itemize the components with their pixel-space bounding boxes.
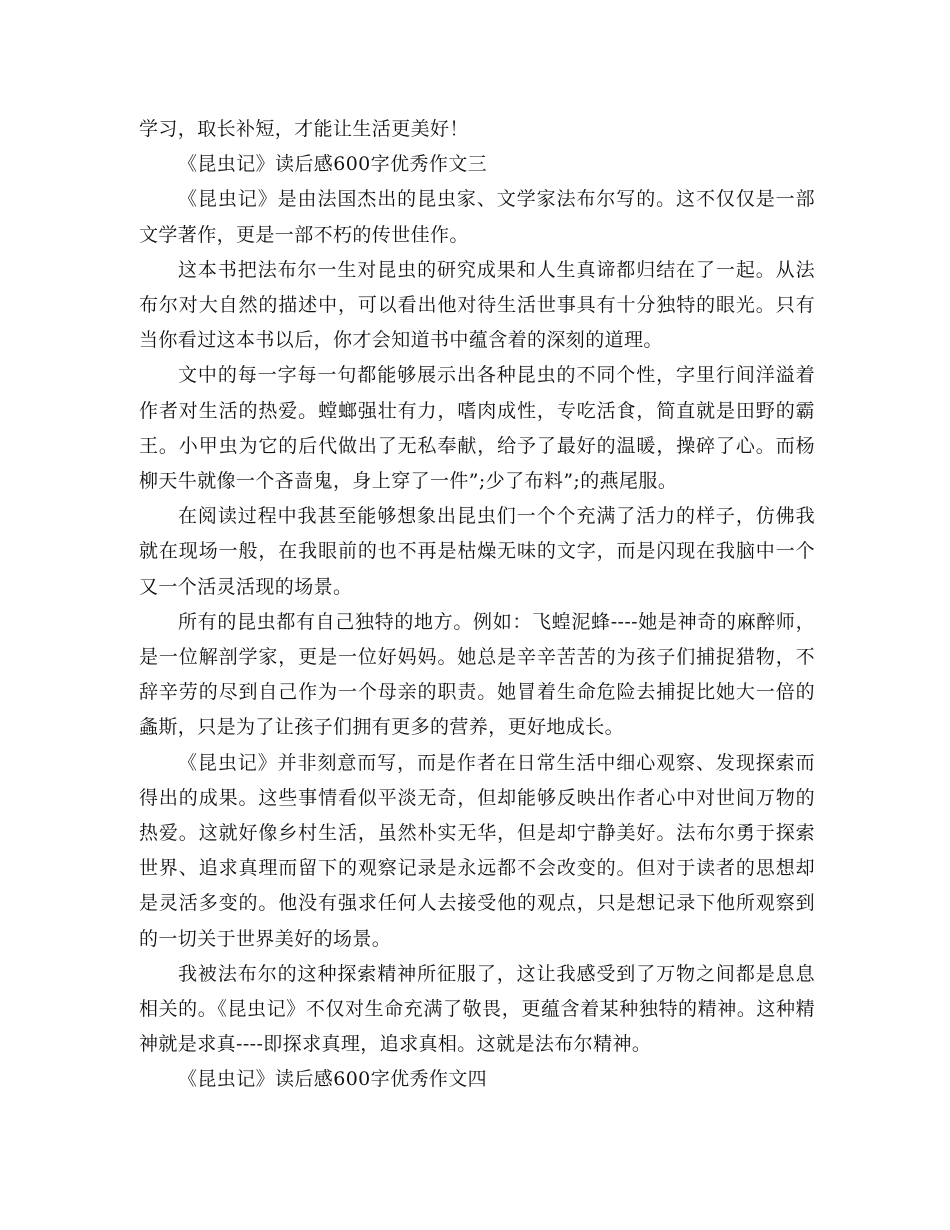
paragraph-continuation: 学习，取长补短，才能让生活更美好！ <box>139 118 469 140</box>
paragraph: 文中的每一字每一句都能够展示出各种昆虫的不同个性，字里行间洋溢着作者对生活的热爱。螳螂强壮有力，嗜肉成性，专吃活食，简直就是田野的霸王。小甲虫为它的后代做出了无私奉献，给予了最好的温暖，操碎了心。而杨柳天牛就像一个吝啬鬼，身上穿了一件”;少了布料”;的燕尾服。 <box>139 364 815 493</box>
paragraph: 所有的昆虫都有自己独特的地方。例如：飞蝗泥蜂----她是神奇的麻醉师，是一位解剖学家，更是一位好妈妈。她总是辛辛苦苦的为孩子们捕捉猎物，不辞辛劳的尽到自己作为一个母亲的职责。她冒着生命危险去捕捉比她大一倍的螽斯，只是为了让孩子们拥有更多的营养，更好地成长。 <box>139 610 815 739</box>
section-heading-four: 《昆虫记》读后感600字优秀作文四 <box>178 1068 488 1091</box>
paragraph: 《昆虫记》并非刻意而写，而是作者在日常生活中细心观察、发现探索而得出的成果。这些事情看似平淡无奇，但却能够反映出作者心中对世间万物的热爱。这就好像乡村生活，虽然朴实无华，但是却宁静美好。法布尔勇于探索世界、追求真理而留下的观察记录是永远都不会改变的。但对于读者的思想却是灵活多变的。他没有强求任何人去接受他的观点，只是想记录下他所观察到的一切关于世界美好的场景。 <box>139 751 815 950</box>
paragraph: 我被法布尔的这种探索精神所征服了，这让我感受到了万物之间都是息息相关的。《昆虫记》不仅对生命充满了敬畏，更蕴含着某种独特的精神。这种精神就是求真----即探求真理，追求真相。这就是法布尔精神。 <box>139 962 815 1056</box>
section-heading-three: 《昆虫记》读后感600字优秀作文三 <box>178 153 488 176</box>
paragraph: 这本书把法布尔一生对昆虫的研究成果和人生真谛都归结在了一起。从法布尔对大自然的描述中，可以看出他对待生活世事具有十分独特的眼光。只有当你看过这本书以后，你才会知道书中蕴含着的深刻的道理。 <box>139 258 815 352</box>
paragraph: 在阅读过程中我甚至能够想象出昆虫们一个个充满了活力的样子，仿佛我就在现场一般，在我眼前的也不再是枯燥无味的文字，而是闪现在我脑中一个又一个活灵活现的场景。 <box>139 505 815 598</box>
paragraph: 《昆虫记》是由法国杰出的昆虫家、文学家法布尔写的。这不仅仅是一部文学著作，更是一部不朽的传世佳作。 <box>139 188 815 246</box>
document-body <box>139 112 815 1098</box>
